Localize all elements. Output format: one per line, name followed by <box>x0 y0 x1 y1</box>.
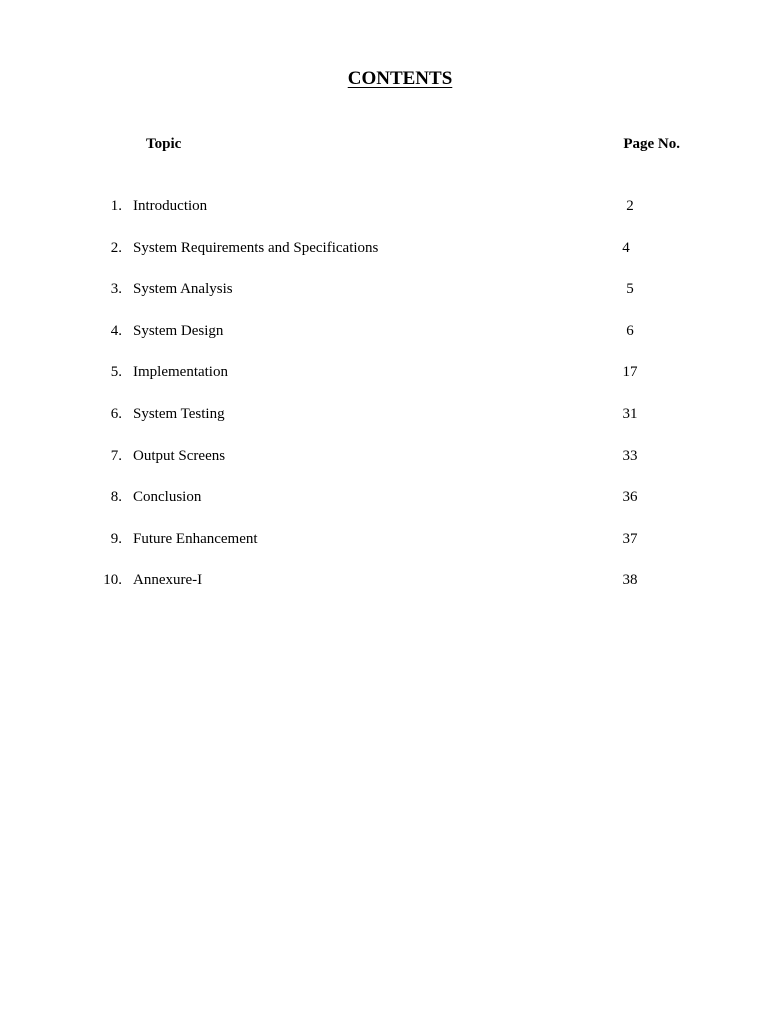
page-number-column-header: Page No. <box>623 136 680 152</box>
toc-entry-page: 36 <box>622 489 638 506</box>
toc-entry-number: 7. <box>110 447 122 464</box>
toc-entry-label: Implementation <box>133 364 228 381</box>
toc-entry-label: Output Screens <box>133 447 226 464</box>
toc-entry-number: 4. <box>110 322 122 339</box>
toc-entry <box>0 364 768 406</box>
toc-entry <box>0 281 768 323</box>
toc-entry-page: 33 <box>622 447 638 464</box>
toc-entry-page: 5 <box>626 281 634 298</box>
toc-entry-label: System Design <box>133 322 224 339</box>
topic-column-header: Topic <box>146 136 182 152</box>
toc-entry <box>0 448 768 490</box>
toc-entry <box>0 531 768 573</box>
toc-entry <box>0 572 768 614</box>
toc-entry-page: 31 <box>622 405 638 422</box>
page-title: CONTENTS <box>347 68 453 89</box>
toc-entry-number: 6. <box>110 405 122 422</box>
toc-entry-page: 38 <box>622 572 638 589</box>
toc-entry-number: 9. <box>110 530 122 547</box>
toc-entry-page: 37 <box>622 530 638 547</box>
toc-entry-label: System Analysis <box>133 281 233 298</box>
toc-entry-label: Annexure-I <box>133 572 203 589</box>
toc-entry-label: Conclusion <box>133 489 202 506</box>
toc-entry-number: 1. <box>110 198 122 214</box>
toc-entry <box>0 198 768 240</box>
toc-entry-number: 10. <box>103 572 122 589</box>
toc-entry <box>0 406 768 448</box>
toc-entry <box>0 489 768 531</box>
toc-entry-number: 2. <box>110 239 122 256</box>
toc-entry-number: 5. <box>110 364 122 381</box>
toc-entry-label: Introduction <box>133 198 208 214</box>
toc-entry-page: 6 <box>626 322 634 339</box>
toc-entry-number: 3. <box>110 281 122 298</box>
toc-entry <box>0 323 768 365</box>
toc-entry-number: 8. <box>110 489 122 506</box>
table-of-contents <box>0 198 768 614</box>
toc-entry <box>0 240 768 282</box>
toc-entry-label: System Requirements and Specifications <box>133 239 379 256</box>
toc-entry-label: Future Enhancement <box>133 530 258 547</box>
toc-entry-page: 4 <box>622 239 630 256</box>
toc-entry-label: System Testing <box>133 405 225 422</box>
toc-entry-page: 17 <box>622 364 638 381</box>
toc-entry-page: 2 <box>626 198 634 214</box>
